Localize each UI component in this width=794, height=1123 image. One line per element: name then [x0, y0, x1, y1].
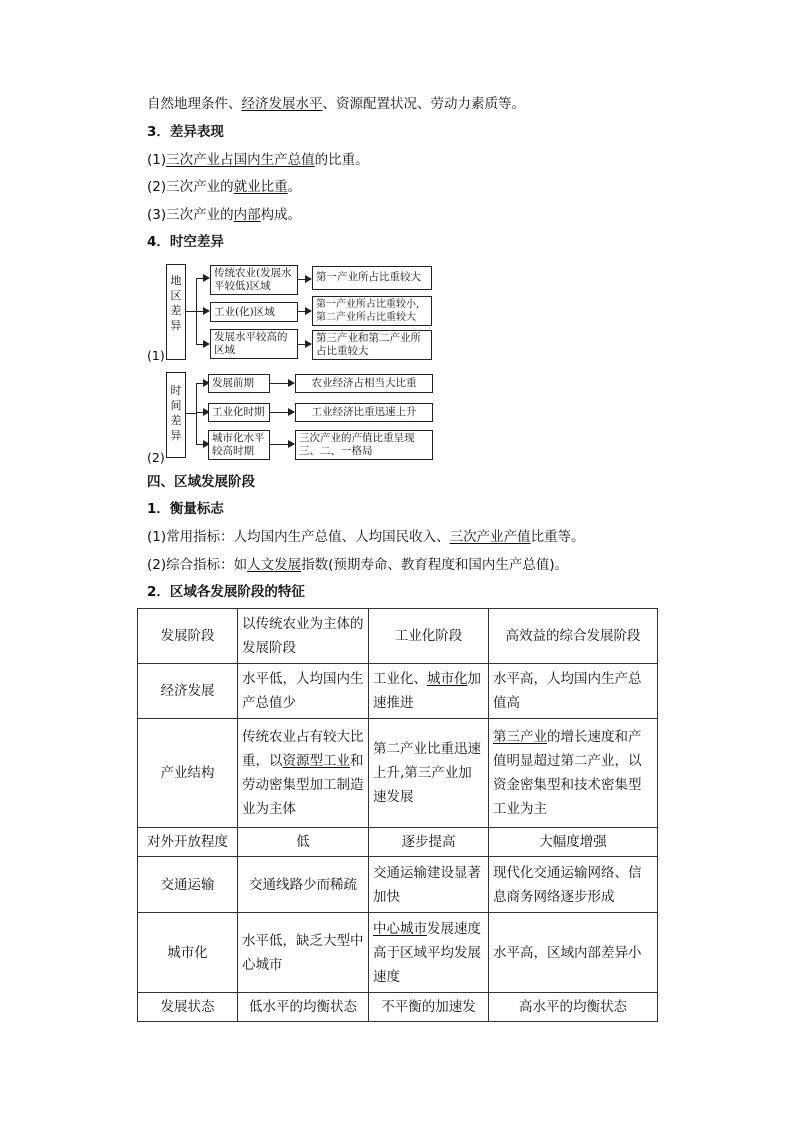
- text-line-p2: [147, 177, 301, 197]
- diagram-box-right: 三次产业的产值比重呈现三、二、一格局: [295, 430, 433, 460]
- diagram-root-box: 时间差异: [166, 372, 186, 458]
- underlined-keyword: 就业比重: [233, 179, 288, 195]
- table-cell: 发展状态: [138, 993, 238, 1022]
- arrow-icon: [305, 340, 312, 348]
- table-cell: 现代化交通运输网络、信息商务网络逐步形成: [489, 857, 658, 913]
- diagram-box-left: 发展前期: [208, 374, 270, 393]
- table-cell: [369, 913, 489, 993]
- text-line-c2: [147, 555, 568, 575]
- table-row: [138, 993, 658, 1022]
- table-row: [138, 857, 658, 913]
- heading-4: 4．时空差异: [147, 234, 224, 250]
- arrow-icon: [305, 275, 312, 283]
- development-stages-table: [137, 608, 658, 1022]
- subheading-1: 1．衡量标志: [147, 501, 224, 517]
- table-cell: 水平低，缺乏大型中心城市: [238, 913, 369, 993]
- table-cell: 水平低，人均国内生产总值少: [238, 664, 369, 719]
- arrow-icon: [203, 274, 210, 282]
- table-header-row: [138, 609, 658, 664]
- text-segment: 加速推进: [373, 671, 481, 711]
- diagram-box-right: 第三产业和第二产业所占比重较大: [312, 330, 432, 360]
- text-segment: 工业化、: [373, 671, 427, 687]
- underlined-keyword: 人文发展: [247, 557, 302, 573]
- underlined-keyword: 第三产业: [493, 729, 547, 745]
- text-segment: 。: [287, 179, 302, 195]
- table-cell: 高效益的综合发展阶段: [489, 609, 658, 664]
- underlined-keyword: 城市化: [427, 671, 468, 687]
- text-segment: 的增长速度和产值明显超过第二产业，以资金密集型和技术密集型工业为主: [493, 729, 642, 817]
- arrow-icon: [203, 340, 210, 348]
- table-cell: 大幅度增强: [489, 828, 658, 857]
- text-segment: (2)三次产业的: [147, 179, 234, 195]
- table-cell: 产业结构: [138, 719, 238, 828]
- arrow-icon: [288, 408, 295, 416]
- diagram-box-left: 发展水平较高的区域: [210, 329, 298, 359]
- underlined-keyword: 三次产业占国内生产总值: [166, 152, 315, 168]
- table-cell: 逐步提高: [369, 828, 489, 857]
- arrow-icon: [288, 379, 295, 387]
- text-segment: 的比重。: [314, 152, 369, 168]
- table-cell: 以传统农业为主体的发展阶段: [238, 609, 369, 664]
- table-row: [138, 719, 658, 828]
- table-cell: 高水平的均衡状态: [489, 993, 658, 1022]
- table-cell: 对外开放程度: [138, 828, 238, 857]
- table-row: [138, 913, 658, 993]
- table-cell: 第二产业比重迅速上升,第三产业加速发展: [369, 719, 489, 828]
- text-segment: (1): [147, 152, 167, 168]
- diagram-box-right: 第一产业所占比重较小,第二产业所占比重较大: [312, 296, 432, 326]
- text-segment: (3)三次产业的: [147, 207, 234, 223]
- table-row: [138, 664, 658, 719]
- table-cell: 工业化阶段: [369, 609, 489, 664]
- diagram-box-right: 农业经济占相当大比重: [295, 374, 433, 393]
- text-line-p3: [147, 205, 301, 225]
- diagram-box-left: 工业(化)区域: [210, 302, 298, 322]
- connector: [270, 383, 289, 384]
- underlined-keyword: 内部: [233, 207, 261, 223]
- text-line-p1: [147, 150, 369, 170]
- heading-3: 3．差异表现: [147, 124, 224, 140]
- table-cell: 交通运输建设显著加快: [369, 857, 489, 913]
- text-segment: 传统农业占有较大比重，以: [242, 729, 364, 769]
- diagram-label: (1): [147, 348, 165, 363]
- table-cell: 低水平的均衡状态: [238, 993, 369, 1022]
- connector: [196, 383, 197, 444]
- table-cell: 城市化: [138, 913, 238, 993]
- connector: [186, 311, 196, 312]
- table-cell: [489, 719, 658, 828]
- table-cell: 不平衡的加速发: [369, 993, 489, 1022]
- diagram-box-right: 工业经济比重迅速上升: [295, 403, 433, 422]
- subheading-2: 2．区域各发展阶段的特征: [147, 584, 305, 600]
- arrow-icon: [288, 440, 295, 448]
- table-cell: 水平高，人均国内生产总值高: [489, 664, 658, 719]
- underlined-keyword: 中心城市: [373, 920, 427, 937]
- table-cell: [369, 664, 489, 719]
- underlined-keyword: 经济发展水平: [241, 96, 323, 112]
- text-segment: 比重等。: [530, 529, 585, 545]
- text-segment: 构成。: [260, 207, 302, 223]
- connector: [270, 412, 289, 413]
- text-segment: 自然地理条件、: [147, 96, 242, 112]
- connector: [270, 444, 289, 445]
- text-segment: (2)综合指标：如: [147, 557, 248, 573]
- text-segment: (1)常用指标：人均国内生产总值、人均国民收入、: [147, 529, 450, 545]
- text-line-c1: [147, 527, 585, 547]
- diagram-box-left: 传统农业(发展水平较低)区域: [210, 265, 298, 295]
- table-cell: 发展阶段: [138, 609, 238, 664]
- text-segment: 、资源配置状况、劳动力素质等。: [322, 96, 525, 112]
- text-segment: 指数(预期寿命、教育程度和国内生产总值)。: [301, 557, 569, 573]
- diagram-box-left: 工业化时期: [208, 403, 270, 422]
- table-cell: 交通线路少而稀疏: [238, 857, 369, 913]
- diagram-box-left: 城市化水平较高时期: [208, 430, 270, 460]
- diagram-root-box: 地区差异: [166, 264, 186, 360]
- text-segment: 和劳动密集型加工制造业为主体: [242, 753, 364, 817]
- diagram-label: (2): [147, 450, 165, 465]
- connector: [186, 413, 196, 414]
- underlined-keyword: 三次产业产值: [449, 529, 531, 545]
- table-cell: 经济发展: [138, 664, 238, 719]
- table-cell: 交通运输: [138, 857, 238, 913]
- table-cell: 水平高，区域内部差异小: [489, 913, 658, 993]
- underlined-keyword: 资源型工业: [282, 753, 350, 769]
- arrow-icon: [203, 307, 210, 315]
- diagram-box-right: 第一产业所占比重较大: [312, 266, 432, 290]
- table-cell: 低: [238, 828, 369, 857]
- text-segment: 发展速度高于区域平均发展速度: [373, 920, 481, 985]
- table-row: [138, 828, 658, 857]
- arrow-icon: [305, 307, 312, 315]
- table-cell: [238, 719, 369, 828]
- section-heading: 四、区域发展阶段: [147, 474, 255, 490]
- text-line-1: [147, 94, 525, 114]
